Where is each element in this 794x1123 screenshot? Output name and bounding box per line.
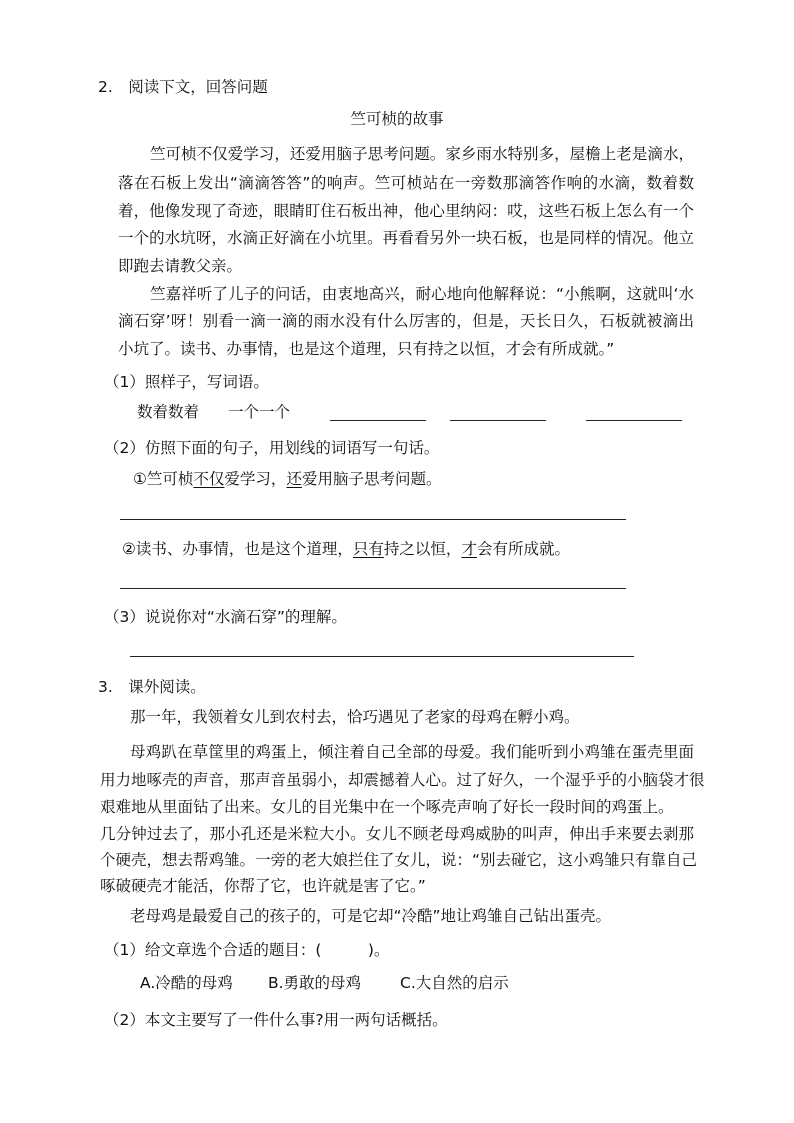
example-word-1: 数着数着: [137, 403, 200, 421]
question-3-label: （3）说说你对“水滴石穿”的理解。: [104, 608, 347, 626]
answer-line[interactable]: [120, 519, 626, 520]
question-1-label: （1）给文章选个合适的题目：( )。: [104, 941, 390, 959]
paragraph-line: 着，他像发现了奇迹，眼睛盯住石板出神，他心里纳闷：哎，这些石板上怎么有一个: [118, 202, 694, 220]
story-title: 竺可桢的故事: [350, 110, 444, 128]
model-sentence-2: ②读书、办事情，也是这个道理，只有持之以恒，才会有所成就。: [122, 540, 570, 558]
paragraph-line: 几分钟过去了，那小孔还是米粒大小。女儿不顾老母鸡威胁的叫声，伸出手来要去剥那: [100, 825, 694, 843]
paragraph-line: 啄破硬壳才能活，你帮了它，也许就是害了它。”: [100, 877, 426, 895]
paragraph-line: 小坑了。读书、办事情，也是这个道理，只有持之以恒，才会有所成就。”: [118, 340, 615, 358]
answer-blank[interactable]: [450, 420, 546, 421]
answer-line[interactable]: [130, 656, 634, 657]
example-word-2: 一个一个: [228, 403, 291, 421]
section-2-heading: 2. 阅读下文，回答问题: [98, 78, 268, 96]
answer-line[interactable]: [120, 588, 626, 589]
underlined-word: 只有: [352, 540, 384, 558]
paragraph-line: 竺嘉祥听了儿子的问话，由衷地高兴，耐心地向他解释说：“小熊啊，这就叫‘水: [150, 285, 694, 303]
question-2-label: （2）仿照下面的句子，用划线的词语写一句话。: [104, 439, 440, 457]
underlined-word: 还: [286, 470, 302, 488]
paragraph-line: 艰难地从里面钻了出来。女儿的目光集中在一个啄壳声响了好长一段时间的鸡蛋上。: [100, 798, 674, 816]
question-2-label: （2）本文主要写了一件什么事?用一两句话概括。: [104, 1011, 448, 1029]
paragraph-line: 那一年，我领着女儿到农村去，恰巧遇见了老家的母鸡在孵小鸡。: [130, 708, 580, 726]
paragraph-line: 母鸡趴在草筐里的鸡蛋上，倾注着自己全部的母爱。我们能听到小鸡雏在蛋壳里面: [130, 743, 694, 761]
paragraph-line: 一个的水坑呀，水滴正好滴在小坑里。再看看另外一块石板，也是同样的情况。他立: [118, 229, 694, 247]
paragraph-line: 即跑去请教父亲。: [118, 257, 243, 275]
paragraph-line: 竺可桢不仅爱学习，还爱用脑子思考问题。家乡雨水特别多，屋檐上老是滴水，: [150, 145, 694, 163]
option-a[interactable]: A.冷酷的母鸡: [140, 974, 233, 992]
paragraph-line: 老母鸡是最爱自己的孩子的，可是它却“冷酷”地让鸡雏自己钻出蛋壳。: [130, 907, 612, 925]
answer-blank[interactable]: [586, 420, 682, 421]
underlined-word: 才: [461, 540, 477, 558]
question-1-label: （1）照样子，写词语。: [104, 373, 269, 391]
model-sentence-1: ①竺可桢不仅爱学习，还爱用脑子思考问题。: [133, 470, 442, 488]
paragraph-line: 个硬壳，想去帮鸡雏。一旁的老大娘拦住了女儿，说：“别去碰它，这小鸡雏只有靠自己: [100, 851, 698, 869]
paragraph-line: 用力地啄壳的声音，那声音虽弱小，却震撼着人心。过了好久，一个湿乎乎的小脑袋才很: [100, 771, 705, 789]
option-c[interactable]: C.大自然的启示: [400, 974, 509, 992]
underlined-word: 不仅: [193, 470, 225, 488]
paragraph-line: 滴石穿’呀！别看一滴一滴的雨水没有什么厉害的，但是，天长日久，石板就被滴出: [118, 312, 694, 330]
option-b[interactable]: B.勇敢的母鸡: [268, 974, 362, 992]
paragraph-line: 落在石板上发出“滴滴答答”的响声。竺可桢站在一旁数那滴答作响的水滴，数着数: [118, 174, 694, 192]
section-3-heading: 3. 课外阅读。: [98, 678, 206, 696]
answer-blank[interactable]: [330, 420, 426, 421]
